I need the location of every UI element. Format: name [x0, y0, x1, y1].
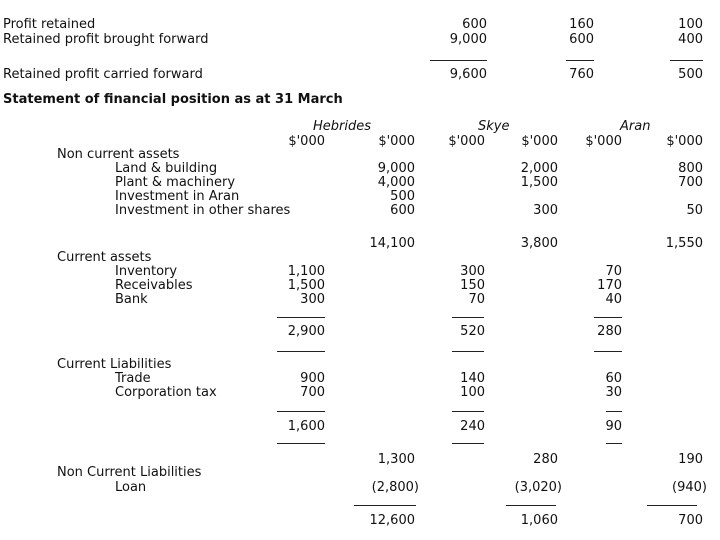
unit-header: $'000 [288, 134, 325, 149]
value-skye: 70 [468, 292, 485, 307]
underline-rule [647, 505, 697, 506]
row-label-profit-retained: Profit retained [3, 17, 96, 32]
underline-rule [277, 351, 325, 352]
row-label-retained-cf: Retained profit carried forward [3, 67, 203, 82]
underline-rule [430, 60, 487, 61]
value-hebrides: 4,000 [377, 175, 415, 190]
value-hebrides: 600 [390, 203, 415, 218]
underline-rule [594, 351, 622, 352]
value-skye: 160 [569, 17, 594, 32]
value-skye: 140 [460, 371, 485, 386]
item-label: Plant & machinery [115, 175, 236, 190]
total-hebrides: 1,600 [287, 419, 325, 434]
company-header-skye: Skye [478, 119, 510, 134]
value-hebrides: 300 [300, 292, 325, 307]
total-hebrides: 2,900 [287, 324, 325, 339]
value-aran: 30 [605, 385, 622, 400]
underline-rule [670, 60, 703, 61]
value-hebrides: 700 [300, 385, 325, 400]
underline-rule [452, 443, 484, 444]
value-skye: 1,500 [520, 175, 558, 190]
item-label: Loan [115, 480, 147, 495]
row-label-retained-bf: Retained profit brought forward [3, 32, 209, 47]
value-hebrides: 900 [300, 371, 325, 386]
underline-rule [354, 505, 416, 506]
value-aran: 400 [678, 32, 703, 47]
total-skye: 520 [460, 324, 485, 339]
value-aran: 500 [678, 67, 703, 82]
total-aran: 280 [597, 324, 622, 339]
total-skye: 240 [460, 419, 485, 434]
value-aran: 50 [686, 203, 703, 218]
total-aran: 90 [605, 419, 622, 434]
underline-rule [606, 411, 622, 412]
unit-header: $'000 [666, 134, 703, 149]
underline-rule [506, 505, 556, 506]
underline-rule [277, 443, 325, 444]
item-label: Corporation tax [115, 385, 217, 400]
total-hebrides: 14,100 [369, 236, 415, 251]
value-hebrides: 500 [390, 189, 415, 204]
net-current-assets-hebrides: 1,300 [377, 452, 415, 467]
value-hebrides: 1,100 [287, 264, 325, 279]
underline-rule [566, 60, 594, 61]
value-skye: (3,020) [514, 480, 562, 495]
value-aran: 40 [605, 292, 622, 307]
total-skye: 3,800 [520, 236, 558, 251]
statement-title: Statement of financial position as at 31 March [3, 92, 343, 107]
item-label: Inventory [115, 264, 178, 279]
value-hebrides: 600 [462, 17, 487, 32]
value-aran: 800 [678, 161, 703, 176]
value-aran: 170 [597, 278, 622, 293]
unit-header: $'000 [448, 134, 485, 149]
value-skye: 300 [460, 264, 485, 279]
value-aran: 60 [605, 371, 622, 386]
net-assets-hebrides: 12,600 [369, 513, 415, 528]
value-skye: 150 [460, 278, 485, 293]
value-aran: 700 [678, 175, 703, 190]
value-aran: (940) [672, 480, 707, 495]
net-current-assets-skye: 280 [533, 452, 558, 467]
unit-header: $'000 [378, 134, 415, 149]
value-skye: 2,000 [520, 161, 558, 176]
value-skye: 100 [460, 385, 485, 400]
net-assets-skye: 1,060 [520, 513, 558, 528]
value-skye: 600 [569, 32, 594, 47]
value-hebrides: (2,800) [371, 480, 419, 495]
item-label: Trade [115, 371, 151, 386]
underline-rule [606, 443, 622, 444]
item-label: Bank [115, 292, 148, 307]
value-skye: 300 [533, 203, 558, 218]
item-label: Receivables [115, 278, 193, 293]
value-hebrides: 9,000 [449, 32, 487, 47]
value-aran: 100 [678, 17, 703, 32]
underline-rule [452, 411, 484, 412]
unit-header: $'000 [585, 134, 622, 149]
total-aran: 1,550 [665, 236, 703, 251]
item-label: Investment in Aran [115, 189, 240, 204]
net-assets-aran: 700 [678, 513, 703, 528]
company-header-hebrides: Hebrides [313, 119, 372, 134]
value-hebrides: 9,000 [377, 161, 415, 176]
company-header-aran: Aran [620, 119, 651, 134]
underline-rule [277, 411, 325, 412]
underline-rule [594, 317, 622, 318]
item-label: Land & building [115, 161, 218, 176]
net-current-assets-aran: 190 [678, 452, 703, 467]
section-heading-non-current-liabilities: Non Current Liabilities [57, 465, 202, 480]
item-label: Investment in other shares [115, 203, 291, 218]
unit-header: $'000 [521, 134, 558, 149]
underline-rule [452, 351, 484, 352]
value-aran: 70 [605, 264, 622, 279]
section-heading-non-current-assets: Non current assets [57, 147, 180, 162]
value-hebrides: 1,500 [287, 278, 325, 293]
value-hebrides: 9,600 [449, 67, 487, 82]
section-heading-current-assets: Current assets [57, 250, 152, 265]
value-skye: 760 [569, 67, 594, 82]
section-heading-current-liabilities: Current Liabilities [57, 357, 172, 372]
underline-rule [452, 317, 484, 318]
underline-rule [277, 317, 325, 318]
